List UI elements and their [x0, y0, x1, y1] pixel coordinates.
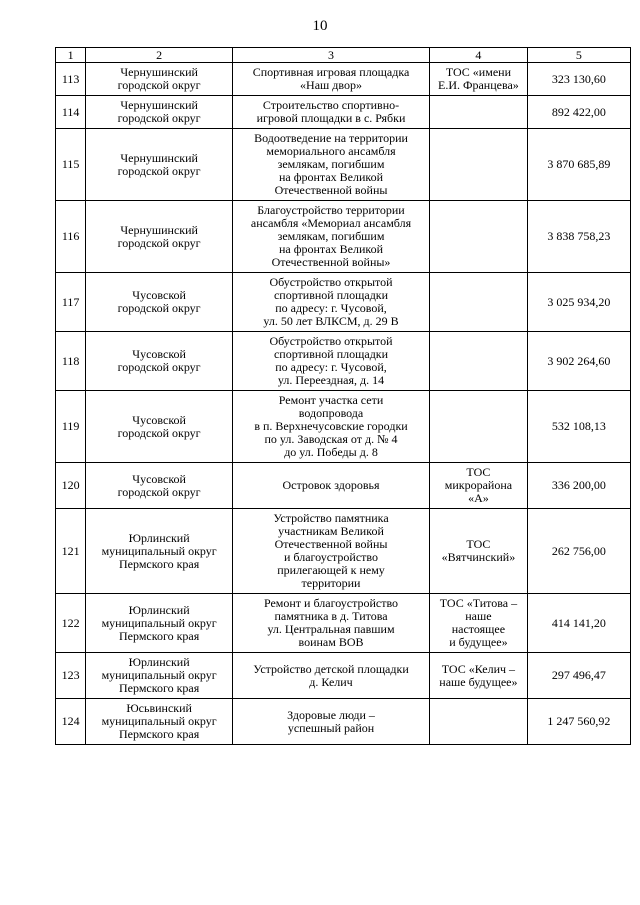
- column-header: 2: [86, 48, 233, 63]
- district-cell: Чусовской городской округ: [86, 332, 233, 391]
- project-cell: Благоустройство территории ансамбля «Мемориал ансамбля землякам, погибшим на фронтах Великой Отечественной войны»: [233, 201, 430, 273]
- district-cell: Чернушинский городской округ: [86, 96, 233, 129]
- row-number: 121: [56, 509, 86, 594]
- amount-cell: 532 108,13: [527, 391, 630, 463]
- row-number: 117: [56, 273, 86, 332]
- projects-table: [55, 47, 631, 745]
- organization-cell: [429, 699, 527, 745]
- row-number: 114: [56, 96, 86, 129]
- table-row: [56, 594, 631, 653]
- table-row: [56, 509, 631, 594]
- table-row: [56, 653, 631, 699]
- district-cell: Чернушинский городской округ: [86, 201, 233, 273]
- table-row: [56, 63, 631, 96]
- organization-cell: [429, 96, 527, 129]
- organization-cell: ТОС «Вятчинский»: [429, 509, 527, 594]
- organization-cell: [429, 273, 527, 332]
- organization-cell: [429, 129, 527, 201]
- amount-cell: 262 756,00: [527, 509, 630, 594]
- table-row: [56, 699, 631, 745]
- organization-cell: [429, 332, 527, 391]
- column-header: 5: [527, 48, 630, 63]
- district-cell: Чусовской городской округ: [86, 273, 233, 332]
- table-header-row: [56, 48, 631, 63]
- table-row: [56, 463, 631, 509]
- table-row: [56, 332, 631, 391]
- page-number: 10: [312, 18, 328, 34]
- organization-cell: ТОС «имени Е.И. Францева»: [429, 63, 527, 96]
- column-header: 4: [429, 48, 527, 63]
- organization-cell: [429, 391, 527, 463]
- amount-cell: 3 025 934,20: [527, 273, 630, 332]
- amount-cell: 3 902 264,60: [527, 332, 630, 391]
- column-header: 1: [56, 48, 86, 63]
- amount-cell: 336 200,00: [527, 463, 630, 509]
- project-cell: Устройство памятника участникам Великой Отечественной войны и благоустройство прилегающей к нему территории: [233, 509, 430, 594]
- project-cell: Ремонт участка сети водопровода в п. Верхнечусовские городки по ул. Заводская от д. № 4 до ул. Победы д. 8: [233, 391, 430, 463]
- row-number: 116: [56, 201, 86, 273]
- project-cell: Здоровые люди – успешный район: [233, 699, 430, 745]
- project-cell: Устройство детской площадки д. Келич: [233, 653, 430, 699]
- amount-cell: 297 496,47: [527, 653, 630, 699]
- row-number: 123: [56, 653, 86, 699]
- row-number: 115: [56, 129, 86, 201]
- amount-cell: 3 870 685,89: [527, 129, 630, 201]
- amount-cell: 3 838 758,23: [527, 201, 630, 273]
- column-header: 3: [233, 48, 430, 63]
- row-number: 118: [56, 332, 86, 391]
- district-cell: Чернушинский городской округ: [86, 63, 233, 96]
- district-cell: Юрлинский муниципальный округ Пермского края: [86, 509, 233, 594]
- district-cell: Юсьвинский муниципальный округ Пермского края: [86, 699, 233, 745]
- organization-cell: ТОС микрорайона «А»: [429, 463, 527, 509]
- table-row: [56, 201, 631, 273]
- row-number: 124: [56, 699, 86, 745]
- district-cell: Чусовской городской округ: [86, 463, 233, 509]
- project-cell: Островок здоровья: [233, 463, 430, 509]
- organization-cell: ТОС «Келич – наше будущее»: [429, 653, 527, 699]
- amount-cell: 892 422,00: [527, 96, 630, 129]
- table-row: [56, 96, 631, 129]
- row-number: 120: [56, 463, 86, 509]
- row-number: 113: [56, 63, 86, 96]
- table-row: [56, 391, 631, 463]
- row-number: 119: [56, 391, 86, 463]
- project-cell: Строительство спортивно- игровой площадки в с. Рябки: [233, 96, 430, 129]
- district-cell: Юрлинский муниципальный округ Пермского края: [86, 594, 233, 653]
- project-cell: Спортивная игровая площадка «Наш двор»: [233, 63, 430, 96]
- district-cell: Чусовской городской округ: [86, 391, 233, 463]
- district-cell: Юрлинский муниципальный округ Пермского края: [86, 653, 233, 699]
- project-cell: Водоотведение на территории мемориального ансамбля землякам, погибшим на фронтах Великой Отечественной войны: [233, 129, 430, 201]
- table-row: [56, 129, 631, 201]
- amount-cell: 323 130,60: [527, 63, 630, 96]
- table-row: [56, 273, 631, 332]
- project-cell: Обустройство открытой спортивной площадки по адресу: г. Чусовой, ул. Переездная, д. 14: [233, 332, 430, 391]
- row-number: 122: [56, 594, 86, 653]
- project-cell: Обустройство открытой спортивной площадки по адресу: г. Чусовой, ул. 50 лет ВЛКСМ, д. 29 В: [233, 273, 430, 332]
- amount-cell: 1 247 560,92: [527, 699, 630, 745]
- project-cell: Ремонт и благоустройство памятника в д. Титова ул. Центральная павшим воинам ВОВ: [233, 594, 430, 653]
- organization-cell: ТОС «Титова – наше настоящее и будущее»: [429, 594, 527, 653]
- organization-cell: [429, 201, 527, 273]
- district-cell: Чернушинский городской округ: [86, 129, 233, 201]
- amount-cell: 414 141,20: [527, 594, 630, 653]
